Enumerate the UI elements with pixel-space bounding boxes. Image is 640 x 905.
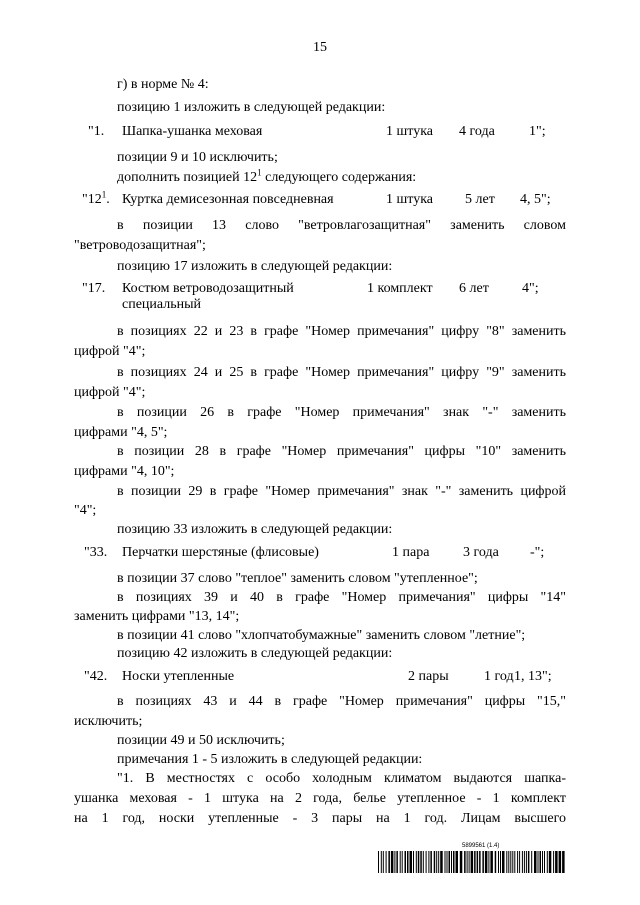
text-line: цифрами "4, 5"; (74, 425, 168, 440)
text-line: "1. В местностях с особо холодным климатом выдаются шапка- (117, 771, 566, 786)
item-quantity: 1 штука (386, 192, 434, 207)
item-note: 1, 13"; (514, 669, 552, 684)
text-line: в позициях 39 и 40 в графе "Номер примечания" цифры "14" (117, 590, 566, 605)
text-line: в позициях 24 и 25 в графе "Номер примечания" цифру "9" заменить (117, 365, 566, 380)
item-term: 5 лет (465, 192, 495, 207)
row-number: "1. (88, 124, 105, 139)
item-term: 4 года (459, 124, 495, 139)
text-line: позицию 1 изложить в следующей редакции: (117, 100, 386, 115)
item-note: 4"; (522, 281, 539, 296)
item-quantity: 1 пара (392, 545, 430, 560)
item-name: Шапка-ушанка меховая (122, 124, 263, 139)
text-line: примечания 1 - 5 изложить в следующей редакции: (117, 752, 423, 767)
text-fragment: "12 (82, 192, 102, 207)
text-line: позиции 9 и 10 исключить; (117, 150, 278, 165)
item-note: 4, 5"; (520, 192, 551, 207)
text-line: в позиции 37 слово "теплое" заменить словом "утепленное"; (117, 571, 478, 586)
text-fragment: дополнить позицией 12 (117, 170, 258, 185)
barcode-number: 5899561 (1.4) (462, 843, 500, 849)
text-line: позицию 33 изложить в следующей редакции: (117, 522, 393, 537)
item-quantity: 2 пары (408, 669, 449, 684)
text-line: позицию 17 изложить в следующей редакции: (117, 259, 393, 274)
item-name: Куртка демисезонная повседневная (122, 192, 334, 207)
text-line: исключить; (74, 714, 143, 729)
text-line: в позиции 29 в графе "Номер примечания" знак "-" заменить цифрой (117, 484, 566, 499)
item-name: Носки утепленные (122, 669, 235, 684)
item-name: Перчатки шерстяные (флисовые) (122, 545, 319, 560)
text-line: в позициях 43 и 44 в графе "Номер примечания" цифры "15," (117, 694, 566, 709)
item-term: 1 год (484, 669, 514, 684)
text-line: г) в норме № 4: (117, 77, 209, 92)
text-line (117, 167, 417, 186)
text-line: позиции 49 и 50 исключить; (117, 733, 285, 748)
row-number: "42. (84, 669, 108, 684)
item-quantity: 1 комплект (367, 281, 433, 296)
superscript: 1 (101, 189, 107, 200)
item-note: 1"; (529, 124, 546, 139)
text-line: в позиции 13 слово "ветровлагозащитная" заменить словом (117, 218, 566, 233)
text-line: заменить цифрами "13, 14"; (74, 609, 240, 624)
text-line: позицию 42 изложить в следующей редакции: (117, 646, 393, 661)
text-line: ушанка меховая - 1 штука на 2 года, белье утепленное - 1 комплект (74, 791, 566, 806)
row-number (82, 189, 110, 208)
text-line: цифрой "4"; (74, 385, 146, 400)
barcode-icon (378, 851, 566, 873)
row-number: "33. (84, 545, 108, 560)
page-number: 15 (313, 40, 327, 55)
row-number: "17. (82, 281, 106, 296)
item-term: 6 лет (459, 281, 489, 296)
superscript: 1 (257, 167, 262, 178)
text-line: "4"; (74, 503, 97, 518)
text-line: цифрами "4, 10"; (74, 464, 175, 479)
text-line: в позиции 41 слово "хлопчатобумажные" заменить словом "летние"; (117, 628, 526, 643)
item-quantity: 1 штука (386, 124, 434, 139)
item-term: 3 года (463, 545, 499, 560)
text-line: на 1 год, носки утепленные - 3 пары на 1 год. Лицам высшего (74, 811, 566, 826)
text-fragment: . (106, 192, 110, 207)
text-line: в позициях 22 и 23 в графе "Номер примечания" цифру "8" заменить (117, 324, 566, 339)
text-line: в позиции 26 в графе "Номер примечания" знак "-" заменить (117, 405, 566, 420)
item-name: Костюм ветроводозащитный (122, 281, 294, 296)
text-fragment: следующего содержания: (261, 170, 417, 185)
item-name-continued: специальный (122, 297, 202, 312)
text-line: "ветроводозащитная"; (74, 238, 206, 253)
text-line: в позиции 28 в графе "Номер примечания" цифры "10" заменить (117, 444, 566, 459)
text-line: цифрой "4"; (74, 344, 146, 359)
item-note: -"; (530, 545, 545, 560)
